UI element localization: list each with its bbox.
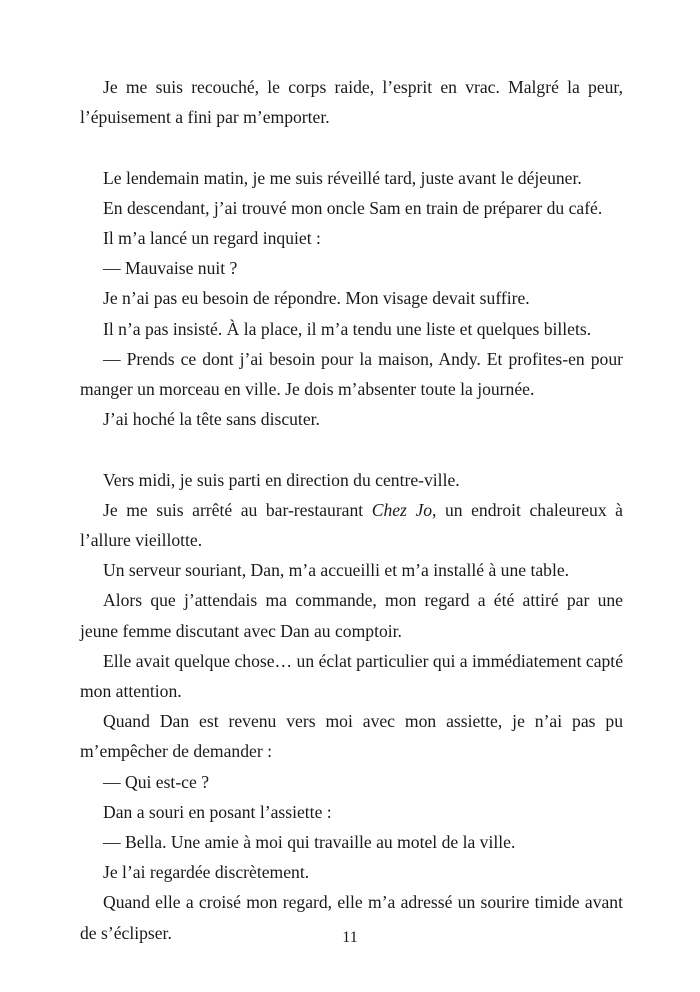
paragraph: Le lendemain matin, je me suis réveillé tard, juste avant le déjeuner. [103,167,582,188]
paragraph-text-before: Je me suis arrêté au bar-restaurant [103,499,372,520]
paragraph: Dan a souri en posant l’assiette : [103,801,332,822]
paragraph: Elle avait quelque chose… un éclat particulier qui a immédiatement capté mon attention. [80,650,623,702]
paragraph: Il m’a lancé un regard inquiet : [103,228,321,248]
paragraph: Quand Dan est revenu vers moi avec mon assiette, je n’ai pas pu m’empêcher de demander : [80,711,623,762]
paragraph: Je me suis recouché, le corps raide, l’esprit en vrac. Malgré la peur, l’épuisement a fini par m’emporter. [80,77,623,128]
page-number: 11 [342,929,358,946]
restaurant-name: Chez Jo [371,499,433,520]
page-body [80,72,623,948]
paragraph: Un serveur souriant, Dan, m’a accueilli et m’a installé à une table. [103,560,570,581]
dialogue-line: — Bella. Une amie à moi qui travaille au motel de la ville. [103,832,516,853]
paragraph: Je l’ai regardée discrètement. [103,862,310,883]
paragraph: Quand elle a croisé mon regard, elle m’a adressé un sourire timide avant de s’éclipser. [80,892,623,943]
paragraph: Alors que j’attendais ma commande, mon regard a été attiré par une jeune femme discutant avec Dan au comptoir. [80,590,623,641]
paragraph: En descendant, j’ai trouvé mon oncle Sam en train de préparer du café. [103,197,603,218]
paragraph-text-after: , un endroit chaleureux à l’allure vieillotte. [80,499,623,551]
dialogue-line: — Mauvaise nuit ? [103,258,238,279]
paragraph: J’ai hoché la tête sans discuter. [103,409,320,430]
paragraph: Je n’ai pas eu besoin de répondre. Mon visage devait suffire. [103,288,530,309]
paragraph: Il n’a pas insisté. À la place, il m’a tendu une liste et quelques billets. [103,318,592,339]
paragraph: Vers midi, je suis parti en direction du centre-ville. [103,469,460,490]
dialogue-line: — Prends ce dont j’ai besoin pour la maison, Andy. Et profites-en pour manger un morceau en ville. Je dois m’absenter toute la journée. [80,348,623,400]
dialogue-line: — Qui est-ce ? [103,771,210,792]
paragraph [80,495,623,555]
